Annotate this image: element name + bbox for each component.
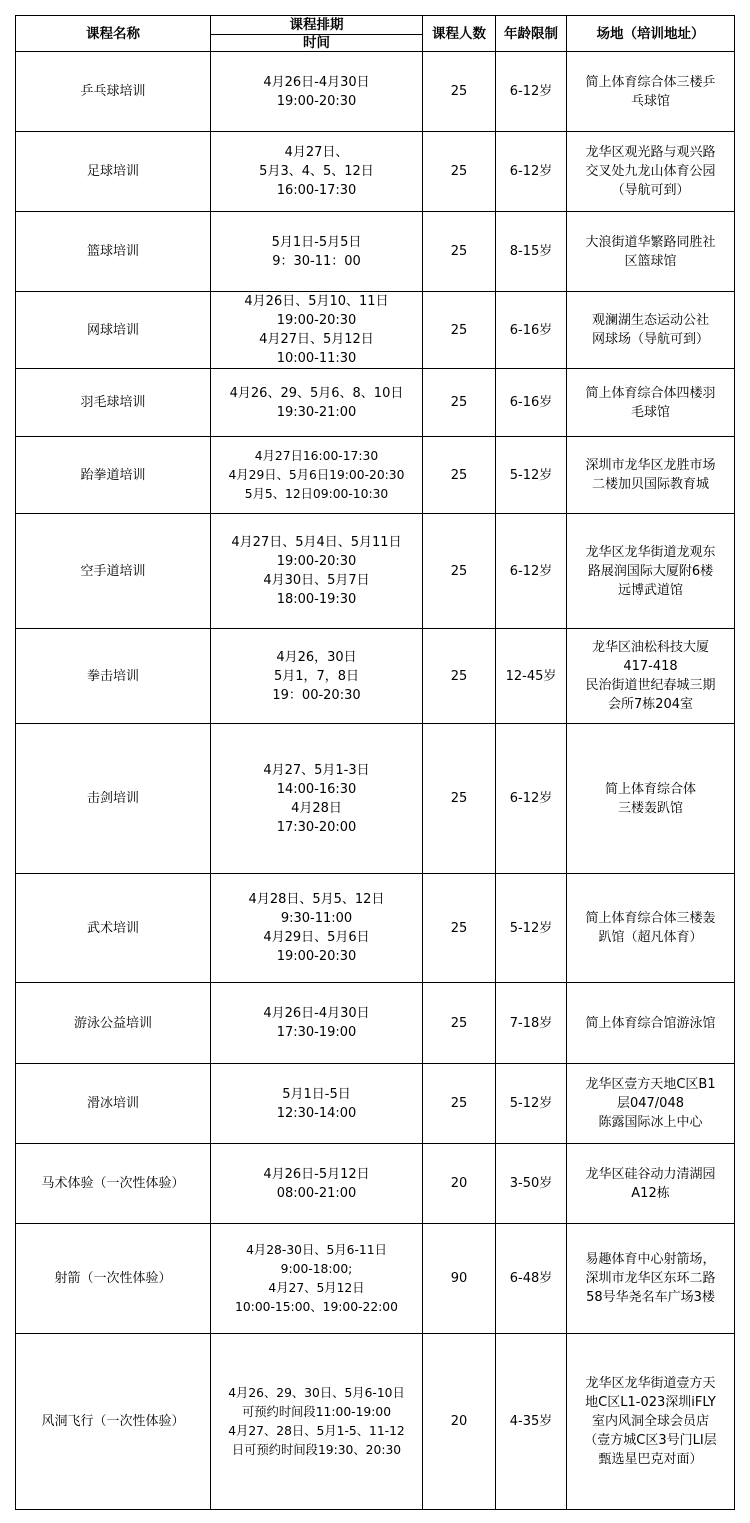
schedule-cell — [211, 212, 423, 292]
capacity-cell: 25 — [423, 514, 496, 629]
course-name-cell: 风洞飞行（一次性体验） — [16, 1334, 211, 1510]
age-limit-cell: 6-16岁 — [496, 292, 567, 369]
age-limit-cell: 6-12岁 — [496, 132, 567, 212]
schedule-line: 可预约时间段11:00-19:00 — [241, 1404, 392, 1419]
age-limit-cell: 8-15岁 — [496, 212, 567, 292]
header-capacity: 课程人数 — [423, 16, 496, 52]
venue-line: 室内风洞全球会员店 — [591, 1414, 709, 1429]
venue-cell — [567, 514, 735, 629]
venue-line: 58号华尧名车广场3楼 — [586, 1290, 715, 1305]
capacity-cell: 25 — [423, 132, 496, 212]
header-course-name: 课程名称 — [16, 16, 211, 52]
schedule-line: 17:30-20:00 — [276, 819, 357, 835]
venue-cell — [567, 292, 735, 369]
schedule-line: 08:00-21:00 — [276, 1185, 357, 1201]
age-limit-cell: 6-12岁 — [496, 52, 567, 132]
schedule-line: 19:00-20:30 — [276, 93, 357, 109]
schedule-line: 9:00-18:00; — [280, 1261, 353, 1276]
venue-line: 民治街道世纪春城三期 — [585, 678, 716, 693]
table-row — [16, 514, 735, 629]
schedule-cell — [211, 1144, 423, 1224]
schedule-line: 9：30-11：00 — [272, 253, 361, 269]
schedule-cell — [211, 437, 423, 514]
schedule-cell — [211, 369, 423, 437]
course-name-cell: 武术培训 — [16, 874, 211, 983]
venue-cell — [567, 1144, 735, 1224]
age-limit-cell: 4-35岁 — [496, 1334, 567, 1510]
age-limit-cell: 6-12岁 — [496, 514, 567, 629]
course-name-cell: 羽毛球培训 — [16, 369, 211, 437]
header-venue: 场地（培训地址） — [567, 16, 735, 52]
schedule-line: 4月30日、5月7日 — [263, 573, 370, 588]
header-row — [16, 16, 735, 35]
table-body — [16, 52, 735, 1510]
schedule-line: 4月26、29、30日、5月6-10日 — [228, 1385, 405, 1400]
schedule-cell — [211, 724, 423, 874]
venue-cell — [567, 132, 735, 212]
venue-cell — [567, 212, 735, 292]
schedule-line: 14:00-16:30 — [276, 781, 357, 797]
age-limit-cell: 12-45岁 — [496, 629, 567, 724]
venue-cell — [567, 983, 735, 1064]
schedule-line: 4月29日、5月6日19:00-20:30 — [228, 467, 405, 482]
venue-cell — [567, 52, 735, 132]
schedule-line: 5月3、4、5、12日 — [259, 164, 374, 179]
capacity-cell: 25 — [423, 629, 496, 724]
course-name-cell: 游泳公益培训 — [16, 983, 211, 1064]
venue-cell — [567, 629, 735, 724]
schedule-cell — [211, 1224, 423, 1334]
venue-line: 交叉处九龙山体育公园 — [585, 164, 716, 179]
schedule-line: 4月26日-5月12日 — [263, 1166, 370, 1182]
schedule-line: 4月27日、5月12日 — [259, 332, 374, 347]
age-limit-cell: 5-12岁 — [496, 874, 567, 983]
age-limit-cell: 5-12岁 — [496, 1064, 567, 1144]
venue-line: 会所7栋204室 — [607, 697, 694, 712]
venue-line: 乓球馆 — [630, 93, 670, 109]
schedule-line: 5月1，7，8日 — [273, 668, 360, 684]
schedule-line: 12:30-14:00 — [276, 1105, 357, 1121]
table-row — [16, 874, 735, 983]
venue-line: A12栋 — [631, 1185, 670, 1201]
course-name-cell: 击剑培训 — [16, 724, 211, 874]
venue-cell — [567, 1334, 735, 1510]
schedule-line: 日可预约时间段19:30、20:30 — [231, 1442, 402, 1457]
course-name-cell: 滑冰培训 — [16, 1064, 211, 1144]
course-name-cell: 跆拳道培训 — [16, 437, 211, 514]
schedule-line: 4月27日、5月4日、5月11日 — [231, 535, 402, 550]
schedule-line: 5月1日-5月5日 — [271, 234, 362, 250]
venue-line: 陈露国际冰上中心 — [598, 1115, 703, 1130]
venue-line: 三楼轰趴馆 — [617, 800, 683, 816]
venue-line: 远博武道馆 — [617, 582, 683, 598]
schedule-line: 19:00-20:30 — [276, 949, 357, 964]
venue-line: 层047/048 — [616, 1096, 684, 1111]
schedule-line: 19:00-20:30 — [276, 554, 357, 569]
venue-line: （导航可到） — [611, 183, 690, 198]
header-schedule-group: 课程排期 — [211, 16, 423, 35]
schedule-line: 16:00-17:30 — [276, 183, 357, 198]
schedule-line: 4月27日、 — [284, 145, 349, 160]
schedule-line: 4月26日-4月30日 — [263, 74, 370, 90]
course-name-cell: 马术体验（一次性体验） — [16, 1144, 211, 1224]
venue-cell — [567, 874, 735, 983]
schedule-line: 9:30-11:00 — [280, 911, 353, 926]
schedule-line: 18:00-19:30 — [276, 592, 357, 607]
venue-line: 龙华区观光路与观兴路 — [585, 145, 716, 160]
venue-line: 简上体育综合体 — [604, 781, 696, 797]
age-limit-cell: 3-50岁 — [496, 1144, 567, 1224]
capacity-cell: 25 — [423, 874, 496, 983]
schedule-cell — [211, 1334, 423, 1510]
venue-cell — [567, 724, 735, 874]
venue-line: 易趣体育中心射箭场， — [585, 1252, 716, 1267]
course-name-cell: 篮球培训 — [16, 212, 211, 292]
header-time: 时间 — [211, 35, 423, 52]
venue-line: 简上体育综合体四楼羽 — [585, 385, 716, 401]
schedule-line: 4月27、28日、5月1-5、11-12 — [228, 1423, 405, 1438]
schedule-line: 4月27、5月12日 — [268, 1280, 365, 1295]
course-name-cell: 网球培训 — [16, 292, 211, 369]
venue-line: 毛球馆 — [630, 404, 670, 420]
schedule-cell — [211, 514, 423, 629]
table-row — [16, 437, 735, 514]
course-schedule-table — [15, 15, 735, 1510]
table-row — [16, 1334, 735, 1510]
venue-line: 龙华区壹方天地C区B1 — [585, 1077, 716, 1092]
age-limit-cell: 6-48岁 — [496, 1224, 567, 1334]
capacity-cell: 20 — [423, 1144, 496, 1224]
venue-line: 二楼加贝国际教育城 — [591, 477, 709, 492]
venue-line: 龙华区油松科技大厦 — [591, 640, 709, 655]
schedule-line: 4月29日、5月6日 — [263, 930, 370, 945]
venue-line: 甄选星巴克对面） — [598, 1452, 703, 1467]
venue-line: 地C区L1-023深圳iFLY — [585, 1395, 716, 1410]
schedule-line: 17:30-19:00 — [276, 1025, 357, 1040]
venue-line: 简上体育综合馆游泳馆 — [585, 1015, 716, 1031]
venue-line: 深圳市龙华区龙胜市场 — [585, 458, 716, 473]
age-limit-cell: 6-12岁 — [496, 724, 567, 874]
schedule-line: 19:00-20:30 — [276, 313, 357, 328]
course-name-cell: 足球培训 — [16, 132, 211, 212]
venue-line: 简上体育综合体三楼轰 — [585, 911, 716, 926]
course-name-cell: 乒乓球培训 — [16, 52, 211, 132]
venue-line: （壹方城C区3号门LI层 — [584, 1433, 717, 1448]
schedule-line: 4月26日-4月30日 — [263, 1006, 370, 1021]
schedule-cell — [211, 1064, 423, 1144]
venue-line: 龙华区龙华街道壹方天 — [585, 1376, 716, 1391]
venue-line: 龙华区硅谷动力清湖园 — [585, 1166, 716, 1182]
table-row — [16, 1064, 735, 1144]
schedule-cell — [211, 132, 423, 212]
schedule-line: 4月26，30日 — [276, 649, 357, 665]
schedule-line: 4月28-30日、5月6-11日 — [246, 1242, 387, 1257]
schedule-line: 4月27日16:00-17:30 — [254, 448, 379, 463]
schedule-cell — [211, 629, 423, 724]
venue-cell — [567, 437, 735, 514]
capacity-cell: 25 — [423, 724, 496, 874]
venue-line: 417-418 — [623, 659, 678, 674]
capacity-cell: 25 — [423, 212, 496, 292]
capacity-cell: 25 — [423, 1064, 496, 1144]
venue-line: 网球场（导航可到） — [591, 332, 709, 347]
capacity-cell: 25 — [423, 369, 496, 437]
schedule-cell — [211, 983, 423, 1064]
table-row — [16, 724, 735, 874]
table-row — [16, 292, 735, 369]
schedule-cell — [211, 52, 423, 132]
schedule-line: 4月27、5月1-3日 — [263, 762, 370, 778]
table-row — [16, 629, 735, 724]
schedule-line: 19:30-21:00 — [276, 404, 357, 420]
table-row — [16, 983, 735, 1064]
table-row — [16, 1224, 735, 1334]
schedule-line: 4月28日 — [291, 800, 342, 816]
age-limit-cell: 5-12岁 — [496, 437, 567, 514]
course-name-cell: 空手道培训 — [16, 514, 211, 629]
schedule-line: 10:00-11:30 — [276, 351, 357, 366]
course-name-cell: 射箭（一次性体验） — [16, 1224, 211, 1334]
schedule-line: 4月26日、5月10、11日 — [244, 294, 389, 309]
schedule-line: 4月28日、5月5、12日 — [248, 892, 385, 907]
schedule-cell — [211, 874, 423, 983]
schedule-cell — [211, 292, 423, 369]
schedule-line: 19：00-20:30 — [272, 687, 361, 703]
venue-line: 观澜湖生态运动公社 — [591, 313, 709, 328]
table-row — [16, 369, 735, 437]
age-limit-cell: 7-18岁 — [496, 983, 567, 1064]
venue-line: 龙华区龙华街道龙观东 — [585, 544, 716, 560]
venue-cell — [567, 1064, 735, 1144]
capacity-cell: 25 — [423, 983, 496, 1064]
capacity-cell: 25 — [423, 292, 496, 369]
venue-line: 深圳市龙华区东环二路 — [585, 1271, 716, 1286]
schedule-line: 5月5、12日09:00-10:30 — [244, 486, 389, 501]
venue-line: 简上体育综合体三楼乒 — [585, 74, 716, 90]
schedule-line: 5月1日-5日 — [282, 1086, 351, 1102]
venue-line: 区篮球馆 — [624, 253, 677, 269]
capacity-cell: 90 — [423, 1224, 496, 1334]
course-name-cell: 拳击培训 — [16, 629, 211, 724]
table-row — [16, 1144, 735, 1224]
venue-line: 趴馆（超凡体育） — [598, 930, 703, 945]
capacity-cell: 25 — [423, 437, 496, 514]
table-row — [16, 132, 735, 212]
header-age-limit: 年龄限制 — [496, 16, 567, 52]
schedule-line: 4月26、29、5月6、8、10日 — [229, 385, 404, 401]
schedule-line: 10:00-15:00、19:00-22:00 — [235, 1299, 398, 1314]
capacity-cell: 20 — [423, 1334, 496, 1510]
capacity-cell: 25 — [423, 52, 496, 132]
table-row — [16, 52, 735, 132]
age-limit-cell: 6-16岁 — [496, 369, 567, 437]
venue-cell — [567, 1224, 735, 1334]
table-row — [16, 212, 735, 292]
venue-cell — [567, 369, 735, 437]
venue-line: 路展润国际大厦附6楼 — [587, 563, 714, 579]
venue-line: 大浪街道华繁路同胜社 — [585, 234, 716, 250]
